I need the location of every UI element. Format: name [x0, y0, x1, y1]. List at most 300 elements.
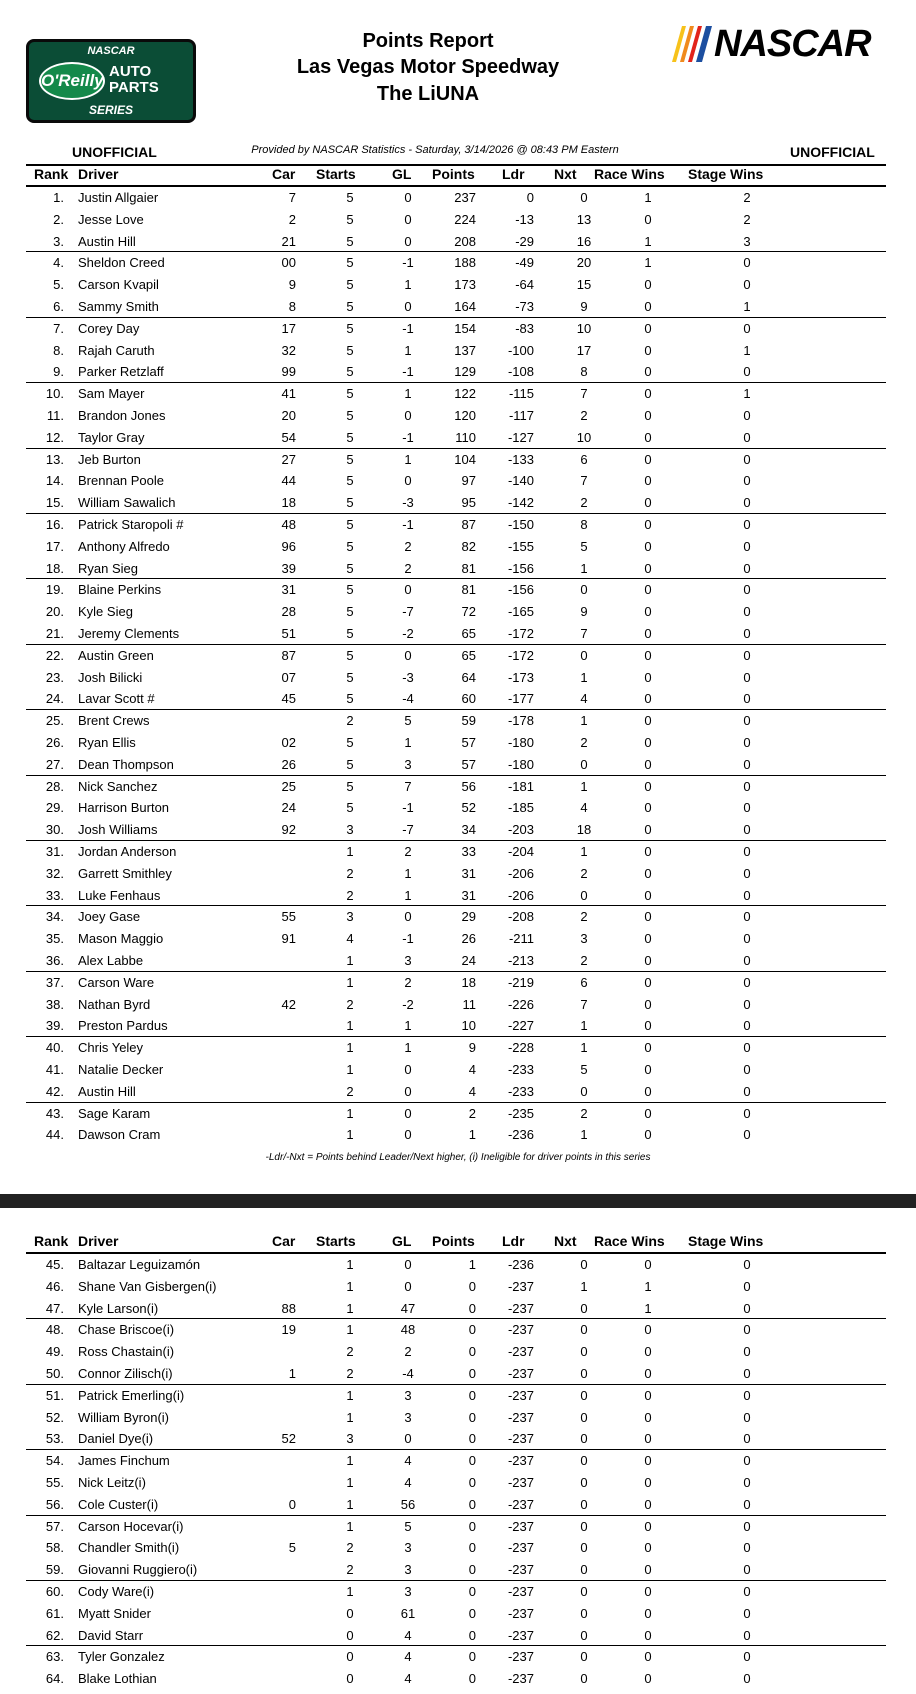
col-nxt: Nxt: [554, 1233, 577, 1249]
cell-gl: 4: [404, 1627, 412, 1643]
cell-rank: 55.: [45, 1475, 64, 1490]
cell-nxt: 0: [580, 1257, 588, 1272]
cell-driver: Chandler Smith(i): [78, 1540, 180, 1556]
cell-ldr: -165: [507, 604, 534, 620]
cell-driver: Preston Pardus: [78, 1018, 168, 1034]
cell-nxt: 7: [580, 386, 588, 402]
cell-starts: 5: [346, 538, 354, 554]
cell-nxt: 13: [576, 211, 592, 227]
cell-driver: William Byron(i): [78, 1409, 169, 1425]
cell-car: 41: [281, 386, 296, 402]
cell-gl: -2: [402, 626, 414, 641]
table-row: [26, 1625, 886, 1646]
logo-nascar-text: NASCAR: [87, 45, 135, 57]
cell-rw: 0: [644, 560, 652, 576]
cell-ldr: -206: [507, 865, 534, 881]
cell-starts: 5: [346, 233, 354, 249]
cell-rw: 0: [644, 429, 652, 445]
cell-driver: Nick Sanchez: [78, 778, 158, 794]
cell-starts: 1: [346, 1040, 354, 1056]
cell-rw: 0: [644, 669, 652, 685]
cell-driver: Alex Labbe: [78, 953, 144, 968]
table-row: [26, 1341, 886, 1362]
table-row: [26, 318, 886, 339]
cell-points: 52: [461, 800, 476, 816]
cell-rw: 0: [644, 1562, 652, 1578]
cell-gl: -1: [402, 320, 414, 336]
nascar-stripes-icon: [670, 26, 714, 62]
cell-nxt: 5: [580, 1062, 588, 1077]
cell-rw: 0: [644, 1605, 652, 1621]
cell-points: 57: [461, 756, 476, 772]
cell-nxt: 8: [580, 517, 588, 532]
table-row: [26, 841, 886, 862]
cell-ldr: -29: [515, 233, 534, 249]
cell-gl: -4: [402, 1366, 414, 1381]
cell-starts: 1: [346, 1475, 354, 1490]
cell-car: 54: [281, 429, 296, 445]
cell-nxt: 2: [580, 1105, 588, 1121]
cell-starts: 1: [346, 953, 354, 968]
cell-starts: 3: [346, 909, 354, 925]
cell-rank: 53.: [45, 1431, 64, 1447]
cell-driver: Carson Ware: [78, 974, 155, 990]
table-row: [26, 558, 886, 579]
table-row: [26, 1254, 886, 1275]
cell-rank: 52.: [45, 1409, 64, 1425]
cell-driver: Harrison Burton: [78, 800, 170, 816]
cell-nxt: 0: [580, 1083, 588, 1099]
cell-starts: 1: [346, 1409, 354, 1425]
cell-nxt: 0: [580, 1540, 588, 1556]
cell-driver: Nick Leitz(i): [78, 1475, 146, 1490]
cell-points: 224: [454, 211, 476, 227]
cell-ldr: -237: [507, 1387, 534, 1403]
table-row: [26, 688, 886, 709]
cell-driver: Austin Hill: [78, 1083, 136, 1099]
cell-ldr: -108: [507, 364, 534, 380]
cell-points: 1: [468, 1127, 476, 1143]
cell-car: 25: [281, 778, 296, 794]
cell-driver: Dawson Cram: [78, 1127, 161, 1143]
cell-car: 42: [281, 996, 296, 1012]
cell-sw: 0: [743, 517, 751, 532]
cell-nxt: 17: [576, 342, 592, 358]
cell-ldr: -140: [507, 473, 534, 489]
cell-sw: 0: [743, 1605, 751, 1621]
cell-driver: Garrett Smithley: [78, 865, 172, 881]
cell-sw: 0: [743, 1127, 751, 1143]
cell-sw: 0: [743, 1627, 751, 1643]
cell-points: 137: [454, 342, 476, 358]
cell-ldr: -233: [507, 1083, 534, 1099]
cell-points: 24: [461, 953, 476, 968]
cell-rank: 6.: [53, 299, 64, 314]
logo-parts-line2: PARTS: [109, 79, 159, 96]
column-header-row-page2: [26, 1231, 886, 1251]
cell-nxt: 1: [580, 669, 588, 685]
cell-rw: 0: [644, 1018, 652, 1034]
cell-rank: 48.: [45, 1322, 64, 1338]
table-row: [26, 1298, 886, 1319]
cell-car: 21: [281, 233, 296, 249]
cell-starts: 3: [346, 1431, 354, 1447]
cell-driver: Lavar Scott #: [78, 691, 155, 707]
table-row: [26, 1450, 886, 1471]
cell-nxt: 0: [580, 1344, 588, 1360]
cell-ldr: -237: [507, 1671, 534, 1687]
track-name: Las Vegas Motor Speedway: [296, 56, 560, 78]
cell-sw: 0: [743, 1062, 751, 1077]
cell-starts: 1: [346, 1453, 354, 1469]
cell-points: 0: [468, 1562, 476, 1578]
cell-driver: Rajah Caruth: [78, 342, 155, 358]
cell-points: 154: [454, 320, 476, 336]
cell-points: 72: [461, 604, 476, 620]
cell-rank: 14.: [45, 473, 64, 489]
cell-starts: 2: [346, 887, 354, 903]
cell-rank: 30.: [45, 822, 64, 838]
cell-ldr: -237: [507, 1584, 534, 1599]
cell-car: 07: [281, 669, 296, 685]
cell-gl: 4: [404, 1671, 412, 1687]
cell-nxt: 4: [580, 800, 588, 816]
table-row: [26, 1537, 886, 1558]
cell-driver: Shane Van Gisbergen(i): [78, 1278, 217, 1294]
cell-sw: 0: [743, 1040, 751, 1056]
cell-points: 4: [468, 1062, 476, 1077]
cell-sw: 0: [743, 669, 751, 685]
cell-rw: 0: [644, 495, 652, 511]
cell-gl: -3: [402, 669, 414, 685]
cell-gl: 48: [400, 1322, 416, 1338]
cell-points: 0: [468, 1496, 476, 1512]
cell-gl: 3: [404, 1584, 412, 1599]
cell-nxt: 4: [580, 691, 588, 707]
cell-sw: 0: [743, 647, 751, 663]
page-divider: [0, 1194, 916, 1208]
cell-starts: 1: [346, 1278, 354, 1294]
cell-ldr: -156: [507, 560, 534, 576]
cell-starts: 3: [346, 822, 354, 838]
table-row: [26, 383, 886, 404]
cell-gl: 0: [404, 233, 412, 249]
cell-ldr: 0: [526, 190, 534, 205]
cell-points: 31: [461, 887, 476, 903]
cell-nxt: 3: [580, 931, 588, 947]
cell-points: 29: [461, 909, 476, 925]
cell-driver: Daniel Dye(i): [78, 1431, 154, 1447]
cell-sw: 0: [743, 604, 751, 620]
cell-nxt: 2: [580, 909, 588, 925]
cell-gl: 3: [404, 1540, 412, 1556]
cell-car: 52: [281, 1431, 296, 1447]
cell-car: 00: [281, 255, 296, 271]
table-row: [26, 972, 886, 993]
cell-ldr: -213: [507, 953, 534, 968]
cell-starts: 5: [346, 320, 354, 336]
cell-rank: 43.: [45, 1105, 64, 1121]
cell-rw: 0: [644, 1475, 652, 1490]
cell-ldr: -237: [507, 1496, 534, 1512]
cell-rw: 0: [644, 1344, 652, 1360]
table-row: [26, 1124, 886, 1145]
cell-driver: Cole Custer(i): [78, 1496, 159, 1512]
cell-nxt: 16: [576, 233, 592, 249]
table-row: [26, 645, 886, 666]
cell-starts: 5: [346, 517, 354, 532]
cell-rw: 0: [644, 1584, 652, 1599]
cell-rw: 0: [644, 626, 652, 641]
cell-ldr: -228: [507, 1040, 534, 1056]
cell-gl: 2: [404, 974, 412, 990]
cell-rank: 2.: [53, 211, 64, 227]
cell-car: 0: [288, 1496, 296, 1512]
cell-points: 31: [461, 865, 476, 881]
cell-ldr: -211: [508, 931, 534, 947]
cell-points: 0: [468, 1278, 476, 1294]
cell-rw: 0: [644, 1671, 652, 1687]
cell-sw: 0: [743, 974, 751, 990]
cell-rank: 63.: [45, 1649, 64, 1665]
cell-starts: 5: [346, 386, 354, 402]
cell-gl: 3: [404, 1387, 412, 1403]
cell-ldr: -180: [507, 735, 534, 750]
cell-starts: 5: [346, 604, 354, 620]
col-points: Points: [432, 1233, 475, 1249]
cell-nxt: 0: [580, 1431, 588, 1447]
cell-rank: 22.: [45, 647, 64, 663]
cell-nxt: 2: [580, 735, 588, 750]
cell-ldr: -237: [507, 1605, 534, 1621]
cell-car: 99: [281, 364, 296, 380]
cell-ldr: -208: [507, 909, 534, 925]
cell-gl: 47: [400, 1300, 416, 1316]
cell-ldr: -150: [507, 517, 534, 532]
cell-car: 8: [288, 299, 296, 314]
cell-points: 97: [461, 473, 476, 489]
cell-driver: Ryan Sieg: [78, 560, 138, 576]
cell-car: 26: [281, 756, 296, 772]
cell-sw: 0: [743, 429, 751, 445]
cell-sw: 0: [743, 364, 751, 380]
cell-sw: 0: [743, 626, 751, 641]
cell-points: 56: [461, 778, 476, 794]
cell-sw: 0: [743, 1083, 751, 1099]
cell-gl: 5: [404, 1518, 412, 1534]
cell-rank: 7.: [53, 320, 64, 336]
table-row: [26, 667, 886, 688]
cell-rw: 0: [644, 1366, 652, 1381]
cell-rank: 41.: [45, 1062, 64, 1077]
cell-rank: 28.: [45, 778, 64, 794]
cell-driver: Sam Mayer: [78, 386, 145, 402]
cell-driver: Taylor Gray: [78, 429, 145, 445]
cell-points: 0: [468, 1584, 476, 1599]
cell-ldr: -237: [507, 1649, 534, 1665]
cell-rw: 0: [644, 473, 652, 489]
table-row: [26, 1407, 886, 1428]
cell-rank: 47.: [45, 1300, 64, 1316]
cell-gl: 1: [404, 386, 412, 402]
cell-ldr: -100: [507, 342, 534, 358]
cell-nxt: 7: [580, 626, 588, 641]
table-row: [26, 1516, 886, 1537]
cell-rank: 45.: [45, 1257, 64, 1272]
col-stage-wins: Stage Wins: [688, 1233, 764, 1249]
cell-rank: 60.: [45, 1584, 64, 1599]
cell-rw: 0: [644, 1105, 652, 1121]
cell-points: 1: [468, 1257, 476, 1272]
cell-starts: 1: [346, 844, 354, 859]
cell-sw: 0: [743, 953, 751, 968]
col-rank: Rank: [34, 1233, 69, 1249]
cell-car: 27: [281, 451, 296, 467]
unofficial-label-left: UNOFFICIAL: [72, 144, 157, 160]
table-row: [26, 754, 886, 775]
table-row: [26, 776, 886, 797]
cell-rank: 59.: [45, 1562, 64, 1578]
cell-ldr: -127: [507, 429, 534, 445]
cell-points: 0: [468, 1518, 476, 1534]
cell-rank: 37.: [45, 974, 64, 990]
cell-driver: Parker Retzlaff: [78, 364, 164, 380]
cell-ldr: -13: [515, 211, 534, 227]
col-race-wins: Race Wins: [594, 1233, 665, 1249]
col-nxt: Nxt: [554, 166, 577, 182]
table-row: [26, 885, 886, 906]
unofficial-label-right: UNOFFICIAL: [790, 144, 875, 160]
cell-points: 0: [468, 1300, 476, 1316]
cell-sw: 0: [743, 1018, 751, 1034]
cell-starts: 2: [346, 1540, 354, 1556]
cell-sw: 0: [743, 1540, 751, 1556]
table-row: [26, 514, 886, 535]
cell-starts: 2: [346, 1344, 354, 1360]
cell-nxt: 1: [580, 1278, 588, 1294]
cell-starts: 5: [346, 778, 354, 794]
cell-starts: 1: [346, 1322, 354, 1338]
cell-sw: 0: [743, 1431, 751, 1447]
cell-nxt: 10: [576, 320, 592, 336]
table-row: [26, 361, 886, 382]
cell-ldr: -237: [507, 1409, 534, 1425]
cell-rank: 42.: [45, 1083, 64, 1099]
cell-ldr: -204: [507, 844, 534, 859]
cell-starts: 1: [346, 1387, 354, 1403]
cell-starts: 1: [346, 1105, 354, 1121]
cell-rank: 34.: [45, 909, 64, 925]
cell-nxt: 1: [580, 560, 588, 576]
cell-ldr: -227: [507, 1018, 534, 1034]
cell-rw: 0: [644, 342, 652, 358]
cell-nxt: 6: [580, 451, 588, 467]
cell-nxt: 15: [576, 277, 592, 293]
col-race-wins: Race Wins: [594, 166, 665, 182]
cell-driver: Patrick Staropoli #: [78, 517, 184, 532]
cell-rank: 1.: [53, 190, 64, 205]
cell-driver: Corey Day: [78, 320, 140, 336]
cell-rw: 0: [644, 1540, 652, 1556]
cell-rank: 40.: [45, 1040, 64, 1056]
cell-starts: 5: [346, 473, 354, 489]
cell-starts: 2: [346, 713, 354, 729]
cell-gl: 1: [404, 865, 412, 881]
cell-gl: 3: [404, 756, 412, 772]
cell-nxt: 2: [580, 408, 588, 423]
table-row: [26, 950, 886, 971]
cell-gl: 4: [404, 1649, 412, 1665]
cell-ldr: -237: [507, 1322, 534, 1338]
cell-points: 65: [461, 647, 476, 663]
oreilly-series-logo: [26, 39, 196, 123]
cell-gl: 1: [404, 1018, 412, 1034]
cell-car: 92: [281, 822, 296, 838]
table-row: [26, 1559, 886, 1580]
cell-car: 87: [281, 647, 296, 663]
cell-nxt: 0: [580, 582, 588, 598]
cell-points: 0: [468, 1366, 476, 1381]
cell-sw: 0: [743, 1518, 751, 1534]
cell-rw: 0: [644, 1496, 652, 1512]
cell-gl: 1: [404, 1040, 412, 1056]
cell-sw: 0: [743, 255, 751, 271]
cell-points: 104: [454, 451, 476, 467]
cell-rw: 0: [644, 887, 652, 903]
cell-ldr: -172: [507, 626, 534, 641]
cell-sw: 1: [743, 342, 751, 358]
cell-sw: 0: [743, 865, 751, 881]
cell-gl: 1: [404, 342, 412, 358]
cell-rank: 26.: [45, 735, 64, 750]
cell-starts: 2: [346, 1366, 354, 1381]
cell-gl: -3: [402, 495, 414, 511]
cell-sw: 0: [743, 887, 751, 903]
cell-points: 110: [455, 429, 476, 445]
cell-ldr: -133: [507, 451, 534, 467]
cell-ldr: -236: [507, 1257, 534, 1272]
cell-starts: 5: [346, 408, 354, 423]
cell-sw: 0: [743, 756, 751, 772]
cell-gl: -7: [402, 822, 414, 838]
cell-driver: Anthony Alfredo: [78, 538, 170, 554]
cell-starts: 2: [346, 996, 354, 1012]
cell-sw: 0: [743, 1344, 751, 1360]
cell-points: 173: [454, 277, 476, 293]
table-row: [26, 1385, 886, 1406]
cell-rank: 27.: [45, 756, 64, 772]
cell-rank: 16.: [45, 517, 64, 532]
cell-driver: Tyler Gonzalez: [78, 1649, 165, 1665]
cell-car: 5: [288, 1540, 296, 1556]
cell-sw: 0: [743, 451, 751, 467]
cell-rank: 38.: [45, 996, 64, 1012]
cell-points: 0: [468, 1475, 476, 1490]
cell-gl: -1: [402, 800, 414, 816]
cell-ldr: -49: [515, 255, 534, 271]
cell-rank: 25.: [45, 713, 64, 729]
cell-car: 18: [281, 495, 296, 511]
cell-starts: 5: [346, 364, 354, 380]
cell-car: 88: [281, 1300, 296, 1316]
cell-rank: 18.: [45, 560, 64, 576]
cell-sw: 0: [743, 996, 751, 1012]
cell-rw: 0: [644, 1040, 652, 1056]
cell-driver: Austin Hill: [78, 233, 136, 249]
cell-sw: 0: [743, 931, 751, 947]
cell-gl: 0: [404, 473, 412, 489]
table-row: [26, 231, 886, 252]
